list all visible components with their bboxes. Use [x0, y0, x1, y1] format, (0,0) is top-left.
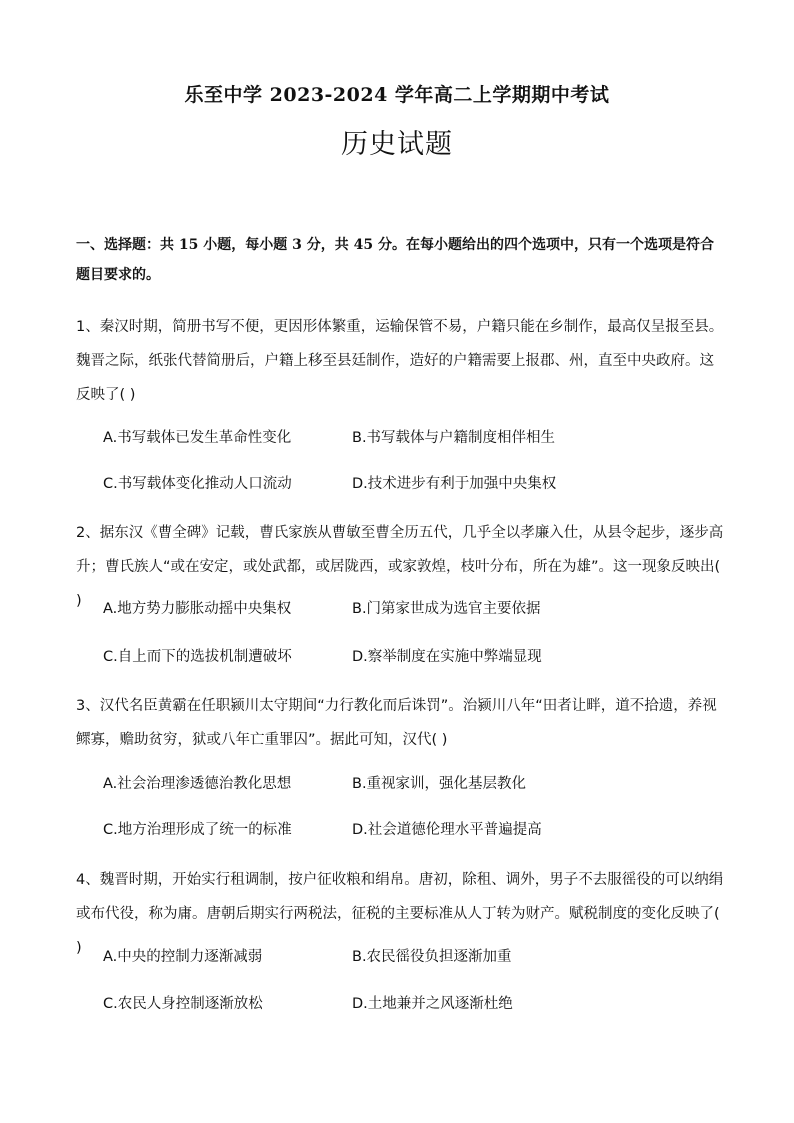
question-4-stem: 4、魏晋时期，开始实行租调制，按户征收粮和绢帛。唐初，除租、调外，男子不去服徭役的可以纳绢或布代役，称为庸。唐朝后期实行两税法，征税的主要标准从人丁转为财产。赋税制度的变化反映了( ): [76, 872, 724, 956]
question-4-option-c: C.农民人身控制逐渐放松: [103, 996, 263, 1012]
question-1-stem: 1、秦汉时期，简册书写不便，更因形体繁重，运输保管不易，户籍只能在乡制作，最高仅呈报至县。魏晋之际，纸张代替简册后，户籍上移至县廷制作，造好的户籍需要上报郡、州，直至中央政府。这反映了( ): [76, 319, 724, 403]
question-4-option-b: B.农民徭役负担逐渐加重: [352, 949, 512, 965]
question-3-stem: 3、汉代名臣黄霸在任职颍川太守期间“力行教化而后诛罚”。治颍川八年“田者让畔，道不拾遗，养视鳏寡，赡助贫穷，狱或八年亡重罪囚”。据此可知，汉代( ): [76, 698, 717, 748]
question-3-option-c: C.地方治理形成了统一的标准: [103, 822, 292, 838]
question-2-option-d: D.察举制度在实施中弊端显现: [352, 649, 542, 665]
exam-title: 乐至中学 2023-2024 学年高二上学期期中考试: [184, 84, 610, 106]
question-4-option-a: A.中央的控制力逐渐减弱: [103, 949, 263, 965]
question-1-option-b: B.书写载体与户籍制度相伴相生: [352, 430, 556, 446]
question-1-option-a: A.书写载体已发生革命性变化: [103, 430, 292, 446]
question-2-option-a: A.地方势力膨胀动摇中央集权: [103, 601, 292, 617]
question-3-option-d: D.社会道德伦理水平普遍提高: [352, 822, 542, 838]
section-heading: 一、选择题：共 15 小题，每小题 3 分，共 45 分。在每小题给出的四个选项中，只有一个选项是符合题目要求的。: [76, 237, 714, 283]
question-2-option-c: C.自上而下的选拔机制遭破坏: [103, 649, 292, 665]
question-1-option-d: D.技术进步有利于加强中央集权: [352, 476, 557, 492]
subject-title: 历史试题: [341, 129, 453, 160]
question-3-option-a: A.社会治理渗透德治教化思想: [103, 776, 292, 792]
question-4-option-d: D.土地兼并之风逐渐杜绝: [352, 996, 513, 1012]
question-1-option-c: C.书写载体变化推动人口流动: [103, 476, 292, 492]
question-3-option-b: B.重视家训，强化基层教化: [352, 776, 527, 792]
question-2-stem: 2、据东汉《曹全碑》记载，曹氏家族从曹敏至曹全历五代，几乎全以孝廉入仕，从县令起步，逐步高升；曹氏族人“或在安定，或处武都，或居陇西，或家敦煌，枝叶分布，所在为雄”。这一现象反映出( ): [76, 525, 724, 609]
question-2-option-b: B.门第家世成为选官主要依据: [352, 601, 541, 617]
